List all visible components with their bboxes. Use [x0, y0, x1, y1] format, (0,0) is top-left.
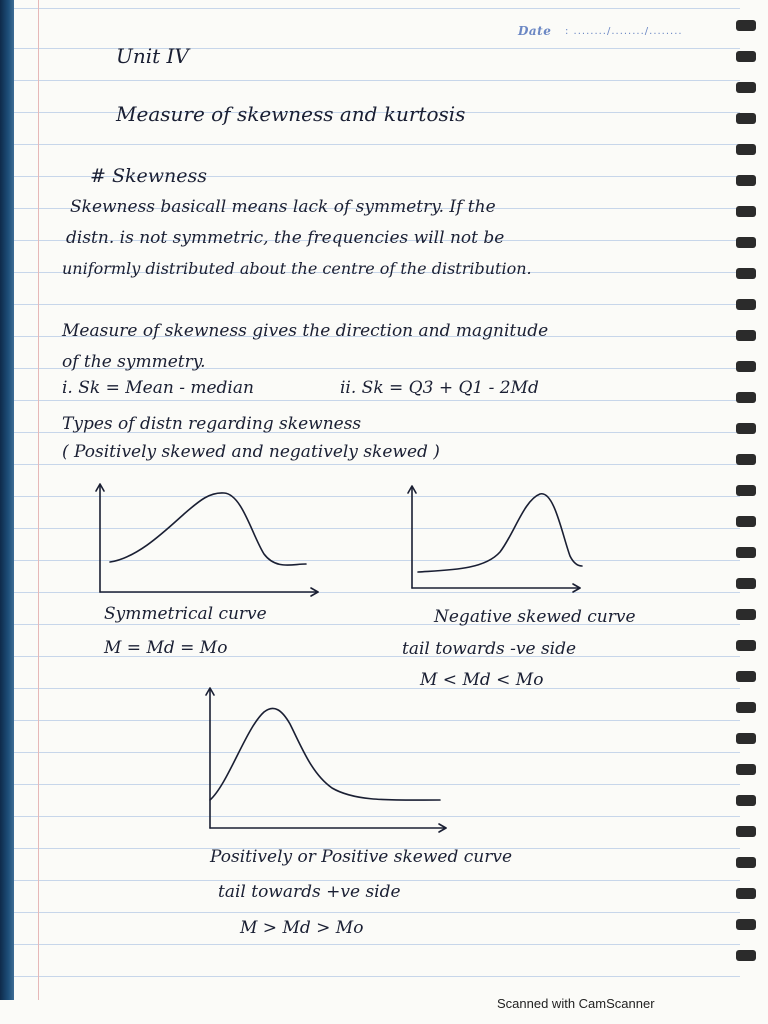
paragraph-line: uniformly distributed about the centre of the distribution.: [62, 259, 532, 278]
symmetric-curve-graph: [92, 480, 328, 598]
symmetric-curve: [110, 493, 306, 565]
negative-skewed-curve: [418, 494, 582, 572]
spiral-ring: [736, 485, 756, 496]
spiral-ring: [736, 361, 756, 372]
spiral-ring: [736, 206, 756, 217]
spiral-ring: [736, 919, 756, 930]
spiral-ring: [736, 454, 756, 465]
date-label: Date: [518, 24, 552, 38]
spiral-ring: [736, 51, 756, 62]
spiral-ring: [736, 82, 756, 93]
spiral-ring: [736, 392, 756, 403]
positive-skewed-curve: [210, 708, 440, 800]
spiral-ring: [736, 547, 756, 558]
spiral-ring: [736, 423, 756, 434]
spiral-ring: [736, 826, 756, 837]
negative-curve-graph: [404, 482, 584, 594]
spiral-ring: [736, 671, 756, 682]
section-heading: # Skewness: [90, 165, 207, 187]
spiral-ring: [736, 888, 756, 899]
negative-tail: tail towards -ve side: [402, 639, 577, 659]
spiral-ring: [736, 237, 756, 248]
page-title: Measure of skewness and kurtosis: [116, 102, 466, 126]
paragraph-line: of the symmetry.: [62, 352, 206, 372]
paragraph-line: Measure of skewness gives the direction and magnitude: [62, 321, 549, 341]
spiral-ring: [736, 144, 756, 155]
paragraph-line: Skewness basicall means lack of symmetry. If the: [70, 197, 496, 217]
positive-curve-graph: [202, 684, 450, 834]
spiral-binding: [734, 10, 760, 970]
positive-relation: M > Md > Mo: [240, 918, 364, 938]
negative-relation: M < Md < Mo: [420, 670, 544, 690]
spiral-ring: [736, 330, 756, 341]
page-left-edge: [0, 0, 14, 1000]
scanner-watermark: Scanned with CamScanner: [497, 996, 655, 1011]
margin-line: [38, 0, 39, 1000]
positive-tail: tail towards +ve side: [218, 882, 401, 902]
spiral-ring: [736, 640, 756, 651]
spiral-ring: [736, 516, 756, 527]
spiral-ring: [736, 609, 756, 620]
formula-2: ii. Sk = Q3 + Q1 - 2Md: [340, 378, 539, 398]
symmetric-caption: Symmetrical curve: [104, 604, 267, 624]
spiral-ring: [736, 268, 756, 279]
spiral-ring: [736, 578, 756, 589]
spiral-ring: [736, 175, 756, 186]
spiral-ring: [736, 795, 756, 806]
positive-caption: Positively or Positive skewed curve: [210, 847, 513, 867]
spiral-ring: [736, 764, 756, 775]
formula-1: i. Sk = Mean - median: [62, 378, 254, 398]
spiral-ring: [736, 113, 756, 124]
paragraph-line: distn. is not symmetric, the frequencies will not be: [66, 228, 505, 248]
unit-heading: Unit IV: [116, 44, 189, 68]
spiral-ring: [736, 20, 756, 31]
types-line: Types of distn regarding skewness: [62, 414, 362, 434]
spiral-ring: [736, 733, 756, 744]
date-field: : ......../......../........: [565, 26, 683, 37]
types-line: ( Positively skewed and negatively skewed ): [62, 442, 440, 462]
spiral-ring: [736, 857, 756, 868]
spiral-ring: [736, 702, 756, 713]
spiral-ring: [736, 299, 756, 310]
negative-caption: Negative skewed curve: [434, 607, 636, 627]
spiral-ring: [736, 950, 756, 961]
symmetric-relation: M = Md = Mo: [104, 638, 228, 658]
